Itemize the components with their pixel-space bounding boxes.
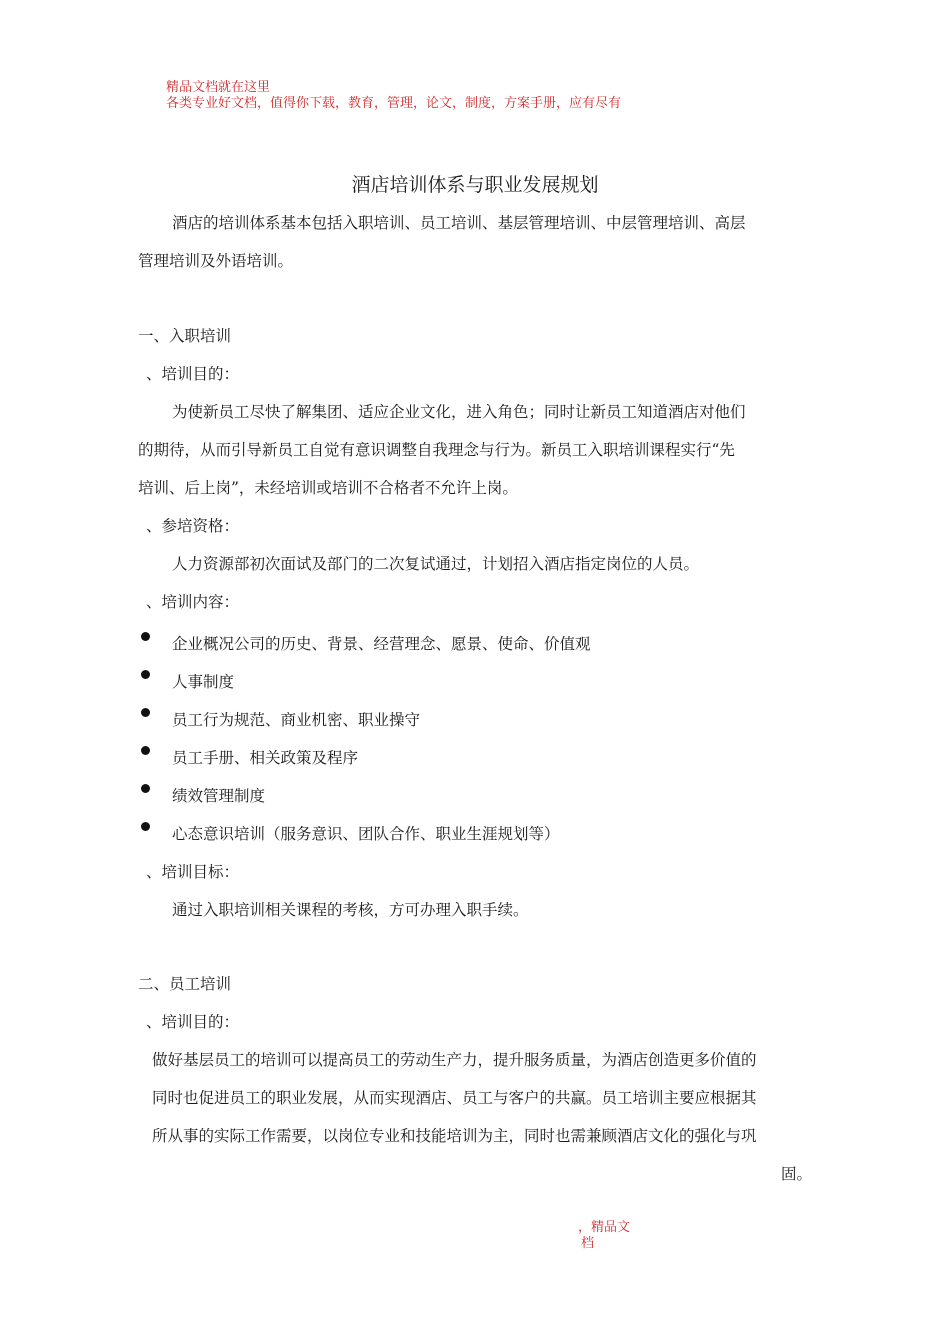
section1-content-label: 、培训内容： <box>146 593 240 611</box>
section1-purpose-line-2: 的期待，从而引导新员工自觉有意识调整自我理念与行为。新员工入职培训课程实行“先 <box>138 441 735 459</box>
section2-purpose-line-4: 固。 <box>781 1165 813 1183</box>
bullet-icon <box>141 708 150 717</box>
list-item-text: 绩效管理制度 <box>172 787 266 805</box>
section1-goal-label: 、培训目标： <box>146 863 240 881</box>
footer-line-2: 档 <box>581 1236 595 1251</box>
section1-qualification-text: 人力资源部初次面试及部门的二次复试通过，计划招入酒店指定岗位的人员。 <box>172 555 700 573</box>
bullet-icon <box>141 670 150 679</box>
bullet-icon <box>141 746 150 755</box>
list-item-text: 企业概况公司的历史、背景、经营理念、愿景、使命、价值观 <box>172 635 591 653</box>
section1-purpose-line-3: 培训、后上岗”，未经培训或培训不合格者不允许上岗。 <box>138 479 518 497</box>
intro-line-1: 酒店的培训体系基本包括入职培训、员工培训、基层管理培训、中层管理培训、高层 <box>172 214 746 232</box>
section1-purpose-line-1: 为使新员工尽快了解集团、适应企业文化，进入角色；同时让新员工知道酒店对他们 <box>172 403 746 421</box>
bullet-icon <box>141 822 150 831</box>
header-line-1: 精品文档就在这里 <box>166 80 271 95</box>
section1-qualification-label: 、参培资格： <box>146 517 240 535</box>
section2-heading: 二、员工培训 <box>138 975 232 993</box>
header-line-2: 各类专业好文档，值得你下载，教育，管理，论文，制度，方案手册，应有尽有 <box>166 96 622 111</box>
intro-line-2: 管理培训及外语培训。 <box>138 252 294 270</box>
list-item-text: 员工行为规范、商业机密、职业操守 <box>172 711 421 729</box>
list-item-text: 人事制度 <box>172 673 235 691</box>
section2-purpose-line-2: 同时也促进员工的职业发展，从而实现酒店、员工与客户的共赢。员工培训主要应根据其 <box>152 1089 757 1107</box>
section1-purpose-label: 、培训目的： <box>146 365 240 383</box>
bullet-icon <box>141 784 150 793</box>
list-item-text: 员工手册、相关政策及程序 <box>172 749 359 767</box>
section1-goal-text: 通过入职培训相关课程的考核，方可办理入职手续。 <box>172 901 529 919</box>
list-item-text: 心态意识培训（服务意识、团队合作、职业生涯规划等） <box>172 825 560 843</box>
section2-purpose-label: 、培训目的： <box>146 1013 240 1031</box>
footer-line-1: ，精品文 <box>578 1220 631 1235</box>
bullet-icon <box>141 632 150 641</box>
section1-heading: 一、入职培训 <box>138 327 232 345</box>
document-title: 酒店培训体系与职业发展规划 <box>351 174 599 196</box>
section2-purpose-line-3: 所从事的实际工作需要，以岗位专业和技能培训为主，同时也需兼顾酒店文化的强化与巩 <box>152 1127 757 1145</box>
section2-purpose-line-1: 做好基层员工的培训可以提高员工的劳动生产力，提升服务质量，为酒店创造更多价值的 <box>152 1051 757 1069</box>
